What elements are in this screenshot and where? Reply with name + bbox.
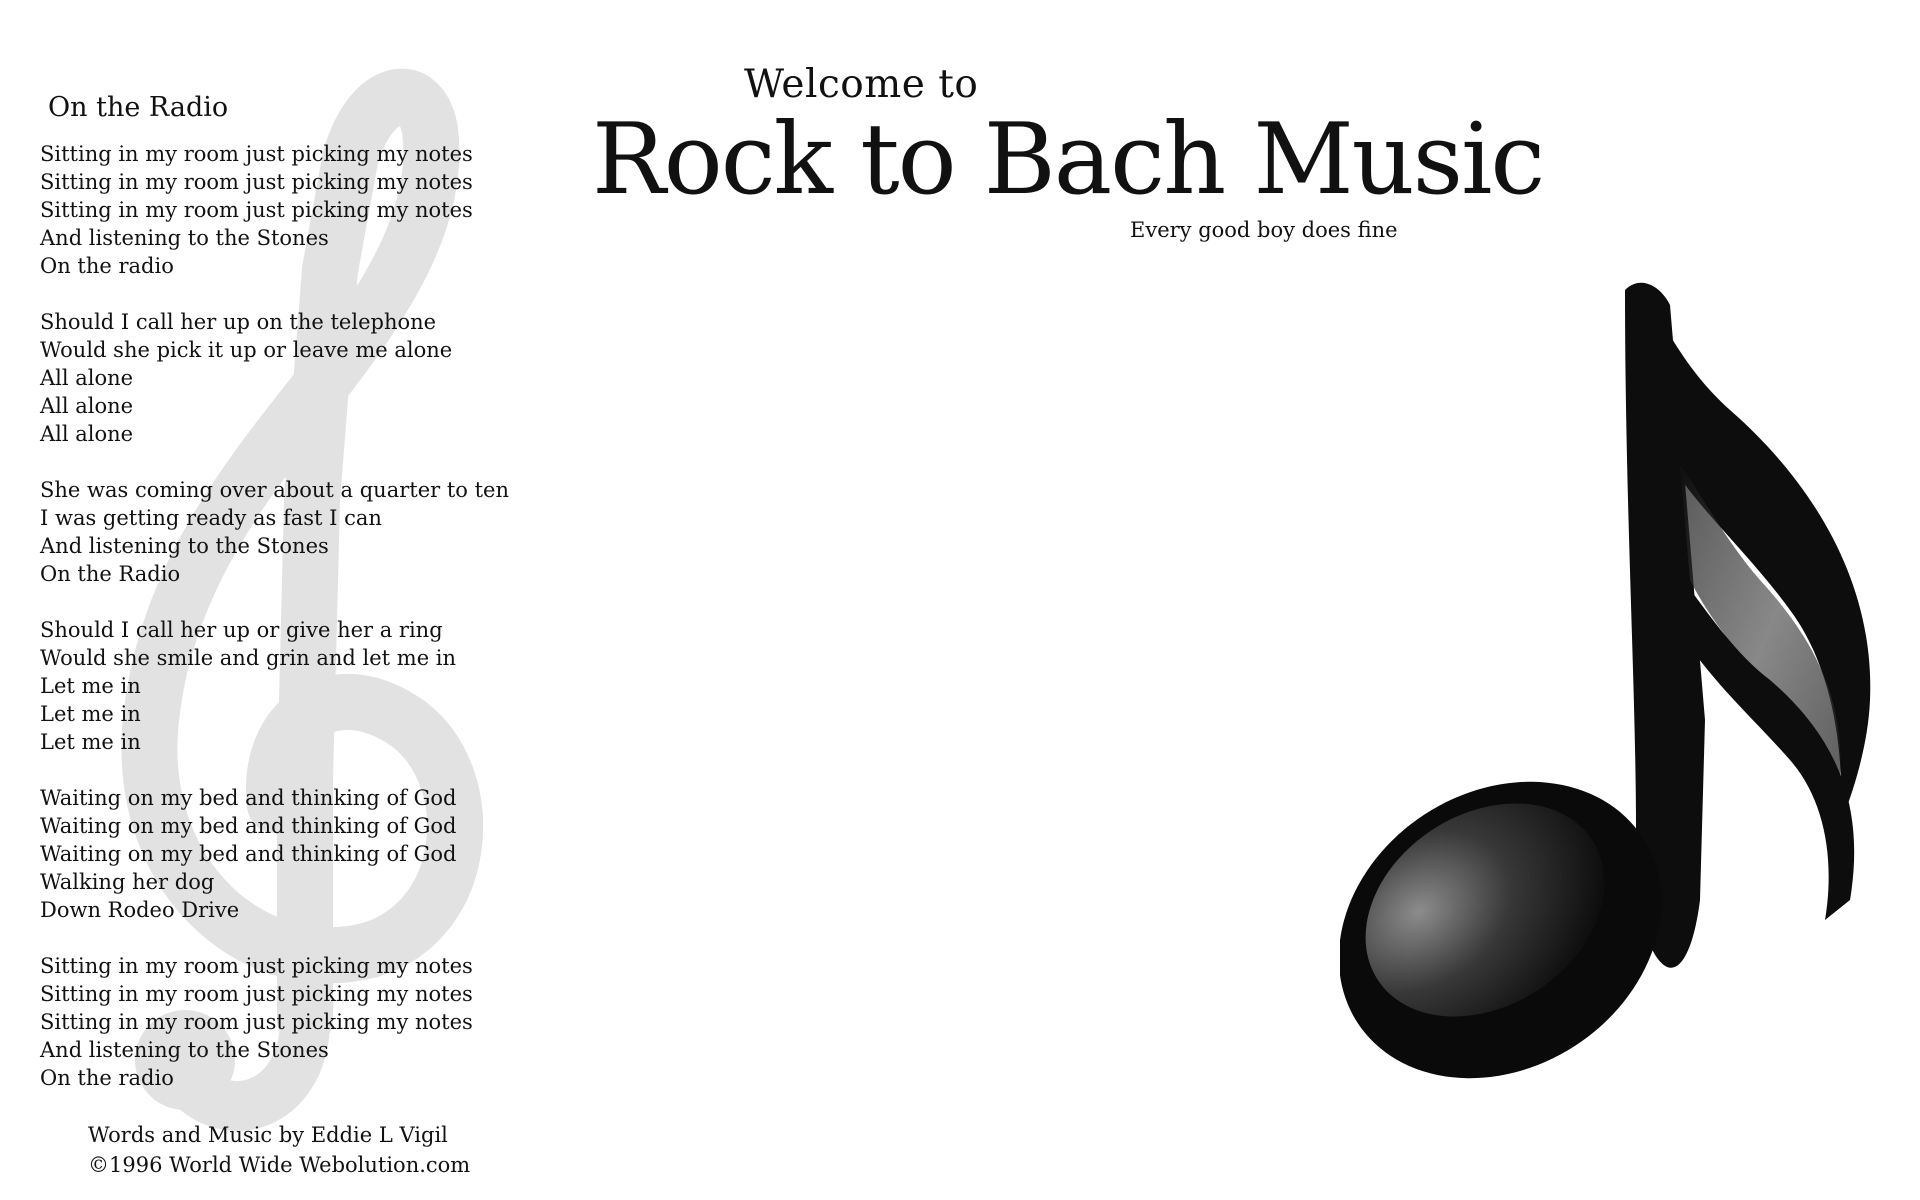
lyric-line: Sitting in my room just picking my notes (40, 142, 473, 166)
lyric-line: On the Radio (40, 562, 181, 586)
lyric-line: Sitting in my room just picking my notes (40, 198, 473, 222)
lyric-line: Down Rodeo Drive (40, 898, 240, 922)
stanza (40, 476, 509, 588)
lyric-line: Would she smile and grin and let me in (40, 646, 457, 670)
lyric-line: Sitting in my room just picking my notes (40, 982, 473, 1006)
lyric-line: Waiting on my bed and thinking of God (40, 814, 457, 838)
welcome-text: Welcome to (744, 62, 979, 107)
lyric-line: Sitting in my room just picking my notes (40, 954, 473, 978)
song-lyrics (40, 90, 509, 1177)
lyric-line: Should I call her up on the telephone (40, 310, 437, 334)
tagline: Every good boy does fine (1130, 218, 1398, 242)
stanza (40, 784, 480, 924)
lyric-line: I was getting ready as fast I can (40, 506, 382, 530)
eighth-note-icon (1340, 280, 1880, 1080)
lyric-line: Let me in (40, 702, 141, 726)
stanza (40, 140, 480, 280)
lyric-line: Walking her dog (40, 870, 215, 894)
lyric-line: All alone (40, 366, 134, 390)
lyric-line: Sitting in my room just picking my notes (40, 1010, 473, 1034)
stanza (40, 952, 480, 1092)
lyric-line: Waiting on my bed and thinking of God (40, 786, 457, 810)
song-title: On the Radio (48, 92, 229, 123)
site-title: Rock to Bach Music (592, 103, 1544, 217)
lyric-line: Let me in (40, 730, 141, 754)
lyric-line: Waiting on my bed and thinking of God (40, 842, 457, 866)
lyric-line: On the radio (40, 254, 174, 278)
lyric-line: All alone (40, 394, 134, 418)
credit-line: Words and Music by Eddie L Vigil (88, 1123, 448, 1147)
stanza (40, 308, 480, 448)
lyric-line: Would she pick it up or leave me alone (40, 338, 453, 362)
lyrics-stanzas (40, 140, 509, 1092)
lyric-line: Sitting in my room just picking my notes (40, 170, 473, 194)
lyric-line: And listening to the Stones (40, 1038, 329, 1062)
stanza (40, 616, 480, 756)
lyric-line: And listening to the Stones (40, 534, 329, 558)
lyric-line: Let me in (40, 674, 141, 698)
lyric-line: And listening to the Stones (40, 226, 329, 250)
lyric-line: Should I call her up or give her a ring (40, 618, 443, 642)
lyric-line: On the radio (40, 1066, 174, 1090)
copyright-line: ©1996 World Wide Webolution.com (88, 1153, 471, 1177)
lyric-line: She was coming over about a quarter to ten (40, 478, 509, 502)
song-credits (88, 1120, 508, 1180)
lyric-line: All alone (40, 422, 134, 446)
